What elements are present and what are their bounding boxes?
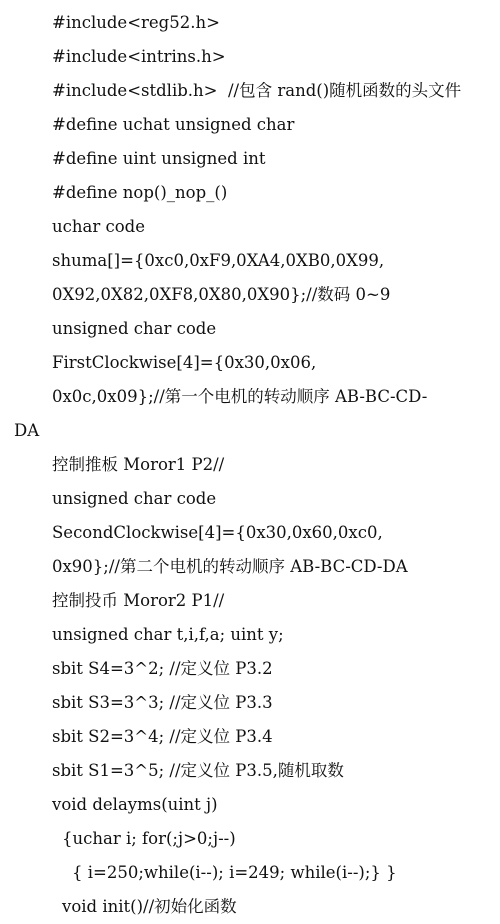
code-line-second-clockwise-cont: 0x90};//第二个电机的转动顺序 AB-BC-CD-DA [52, 557, 408, 576]
code-line-include-reg52: #include<reg52.h> [52, 13, 220, 32]
code-line-define-uchat: #define uchat unsigned char [52, 115, 295, 134]
code-line-include-stdlib: #include<stdlib.h> //包含 rand()随机函数的头文件 [52, 81, 462, 100]
code-line-delayms-body: {uchar i; for(;j>0;j--) [62, 829, 236, 848]
code-line-second-clockwise: SecondClockwise[4]={0x30,0x60,0xc0, [52, 523, 383, 542]
code-line-var-declarations: unsigned char t,i,f,a; uint y; [52, 625, 284, 644]
code-line-first-clockwise-cont: 0x0c,0x09};//第一个电机的转动顺序 AB-BC-CD- [52, 387, 428, 406]
code-line-sbit-s3: sbit S3=3^3; //定义位 P3.3 [52, 693, 273, 712]
code-line-delayms-inner: { i=250;while(i--); i=249; while(i--);} } [72, 863, 397, 882]
code-line-init-function: void init()//初始化函数 [62, 897, 237, 916]
code-line-define-uint: #define uint unsigned int [52, 149, 266, 168]
code-line-first-clockwise: FirstClockwise[4]={0x30,0x06, [52, 353, 317, 372]
code-line-delayms-signature: void delayms(uint j) [52, 795, 218, 814]
code-line-sbit-s2: sbit S2=3^4; //定义位 P3.4 [52, 727, 273, 746]
code-line-sbit-s1: sbit S1=3^5; //定义位 P3.5,随机取数 [52, 761, 344, 780]
code-line-moror2-comment: 控制投币 Moror2 P1// [52, 591, 225, 610]
code-line-uchar-code: uchar code [52, 217, 145, 236]
code-line-shuma-array: shuma[]={0xc0,0xF9,0XA4,0XB0,0X99, [52, 251, 385, 270]
code-line-define-nop: #define nop()_nop_() [52, 183, 228, 202]
code-line-unsigned-char-code: unsigned char code [52, 319, 217, 338]
code-line-moror1-comment: 控制推板 Moror1 P2// [52, 455, 225, 474]
code-line-include-intrins: #include<intrins.h> [52, 47, 226, 66]
code-line-unsigned-char-code-2: unsigned char code [52, 489, 217, 508]
code-line-sbit-s4: sbit S4=3^2; //定义位 P3.2 [52, 659, 273, 678]
code-line-da-wrap: DA [14, 421, 40, 440]
code-line-shuma-array-cont: 0X92,0X82,0XF8,0X80,0X90};//数码 0~9 [52, 285, 391, 304]
